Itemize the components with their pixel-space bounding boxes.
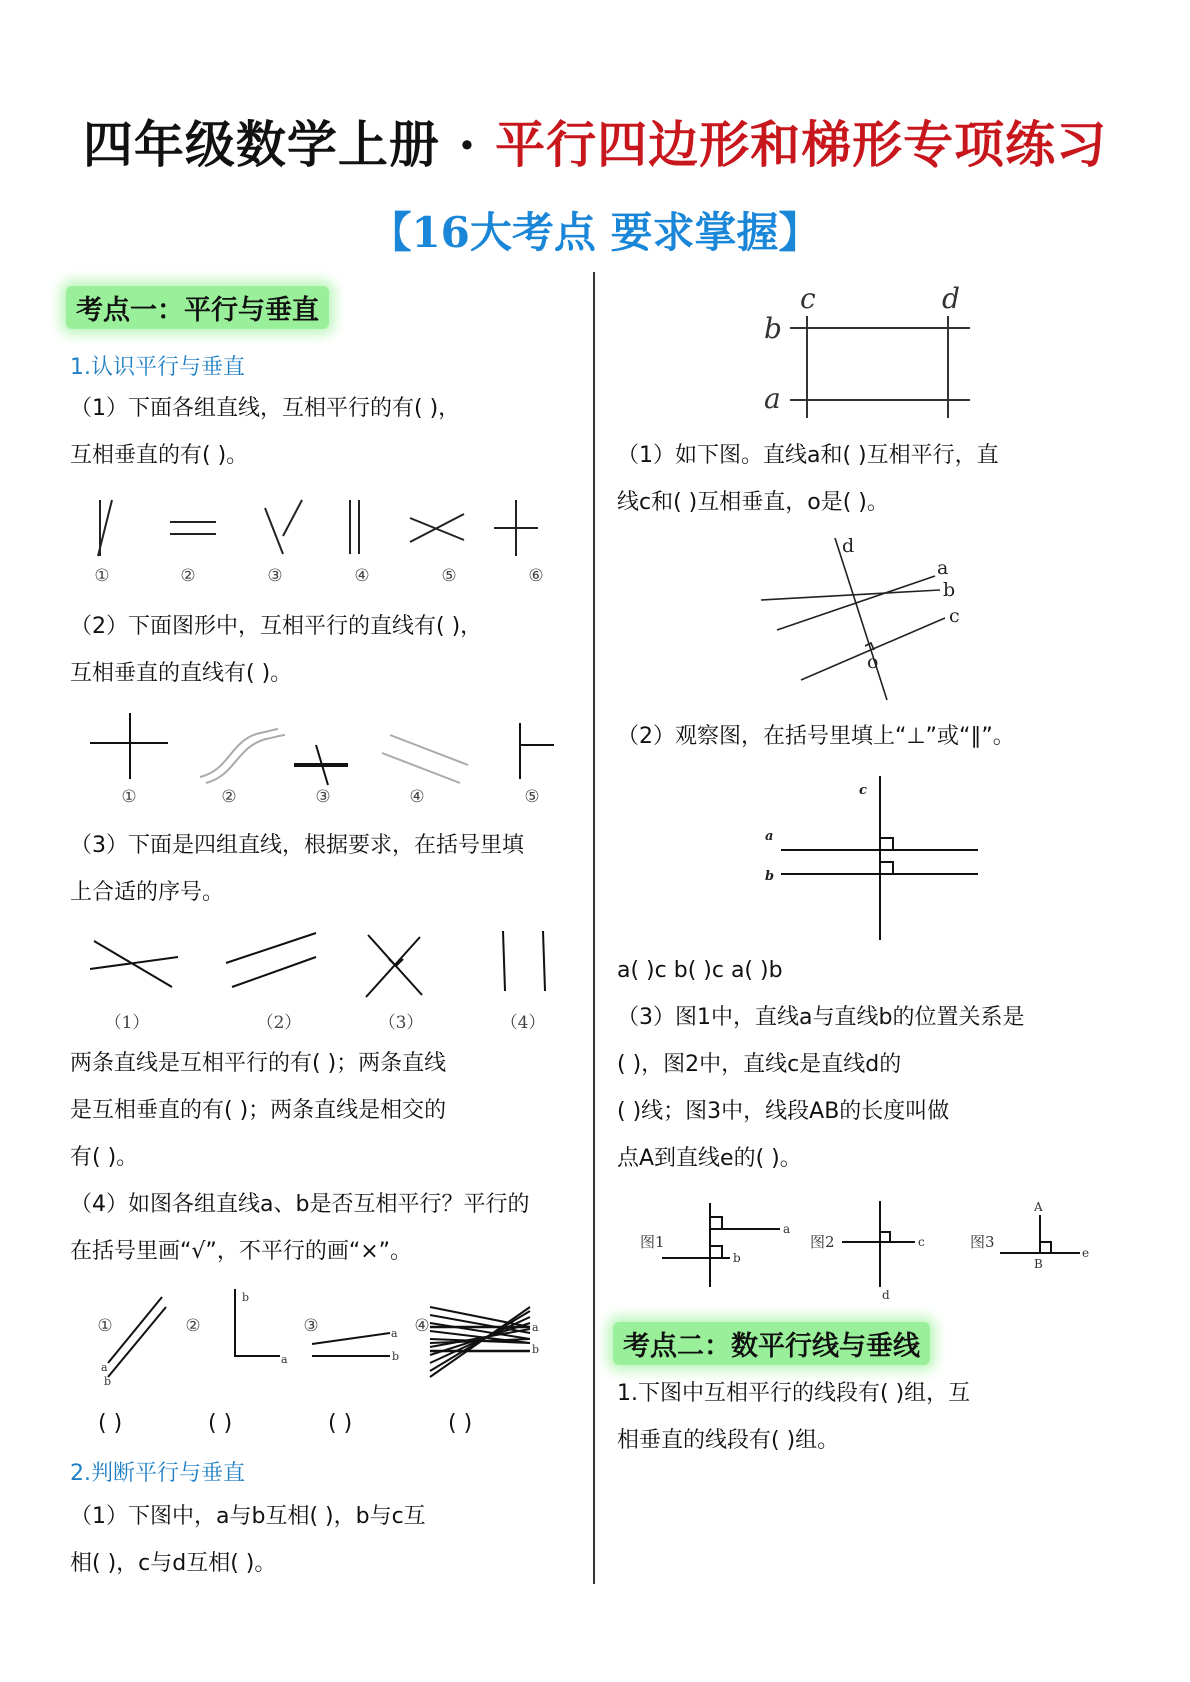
fig1-right-angle-b bbox=[710, 1246, 722, 1258]
page-subtitle: 【16大考点 要求掌握】 bbox=[369, 208, 821, 257]
q4-letter-b: b bbox=[392, 1350, 400, 1363]
fig1-letter-a: a bbox=[783, 1222, 791, 1236]
subheading-1: 1.认识平行与垂直 bbox=[70, 355, 245, 380]
cross-letter-c: c bbox=[949, 605, 960, 627]
q3-line2: 上合适的序号。 bbox=[70, 880, 225, 905]
q4-letter-b: b bbox=[104, 1375, 112, 1388]
r1-line2: 线c和( )互相垂直，o是( )。 bbox=[617, 490, 889, 515]
crossing-lines-diagram bbox=[755, 530, 995, 710]
perp-letter-c: c bbox=[859, 783, 867, 798]
fig3-right-angle bbox=[1040, 1242, 1051, 1253]
q4-letters bbox=[80, 1285, 560, 1395]
j1-line1: （1）下图中，a与b互相( )，b与c互 bbox=[70, 1504, 426, 1529]
q4-bracket: ( ) bbox=[208, 1411, 233, 1436]
q4-num: ② bbox=[185, 1316, 201, 1336]
q3-label: （4） bbox=[500, 1013, 546, 1033]
figures-1-2-3 bbox=[630, 1195, 1110, 1305]
q1-label: ③ bbox=[267, 566, 283, 586]
q4-num: ④ bbox=[414, 1316, 430, 1336]
q3-fig2-line-b bbox=[232, 957, 316, 987]
q1-fig5-line-b bbox=[410, 514, 464, 542]
q4-line1: （4）如图各组直线a、b是否互相平行？平行的 bbox=[70, 1192, 530, 1217]
perp-letter-a: a bbox=[765, 829, 774, 844]
cross-letter-a: a bbox=[937, 557, 949, 579]
q1-line1: （1）下面各组直线，互相平行的有( )， bbox=[70, 396, 461, 421]
q1-label: ⑤ bbox=[441, 566, 457, 586]
rect-letter-c: c bbox=[800, 282, 816, 315]
r3-line4: 点A到直线e的( )。 bbox=[617, 1146, 802, 1171]
q4-letter-a: a bbox=[532, 1321, 539, 1334]
q4-bracket: ( ) bbox=[328, 1411, 353, 1436]
r2-line1: （2）观察图，在括号里填上“⊥”或“∥”。 bbox=[617, 724, 1015, 749]
q3-answer-line2: 是互相垂直的有( )；两条直线是相交的 bbox=[70, 1098, 447, 1123]
r3-line1: （3）图1中，直线a与直线b的位置关系是 bbox=[617, 1005, 1025, 1030]
q3-fig4-line-b bbox=[543, 931, 545, 991]
q1-label: ② bbox=[180, 566, 196, 586]
cross-letter-o: o bbox=[867, 651, 879, 673]
line-a bbox=[777, 576, 935, 630]
r1-line1: （1）如下图。直线a和( )互相平行，直 bbox=[617, 443, 999, 468]
q1-label: ① bbox=[94, 566, 110, 586]
q4-letter-b: b bbox=[532, 1343, 540, 1356]
fig3-letter-a: A bbox=[1034, 1200, 1043, 1214]
q4-num: ③ bbox=[303, 1316, 319, 1336]
rectangle-lines-diagram bbox=[740, 278, 990, 438]
q3-answer-line1: 两条直线是互相平行的有( )；两条直线 bbox=[70, 1051, 447, 1076]
q1-line2: 互相垂直的有( )。 bbox=[70, 443, 249, 468]
subheading-2: 2.判断平行与垂直 bbox=[70, 1461, 245, 1486]
q4-num: ① bbox=[97, 1316, 113, 1336]
q4-line2: 在括号里画“√”，不平行的画“×”。 bbox=[70, 1239, 413, 1264]
q2-label: ④ bbox=[409, 787, 425, 807]
cross-letter-d: d bbox=[842, 535, 855, 557]
q1-label: ⑥ bbox=[528, 566, 544, 586]
q2-label: ② bbox=[221, 787, 237, 807]
cross-letter-b: b bbox=[943, 579, 956, 601]
page-title: 四年级数学上册 · 平行四边形和梯形专项练习 bbox=[82, 115, 1108, 174]
q4-bracket: ( ) bbox=[98, 1411, 123, 1436]
q3-label: （1） bbox=[104, 1013, 150, 1033]
perp-letter-b: b bbox=[765, 869, 775, 884]
r2-answers: a( )c b( )c a( )b bbox=[617, 958, 783, 983]
r3-line2: ( )，图2中，直线c是直线d的 bbox=[617, 1052, 902, 1077]
q3-fig3-line-b bbox=[366, 937, 420, 997]
right-angle-mark-b bbox=[880, 862, 893, 874]
perpendicular-diagram bbox=[755, 770, 995, 950]
k2-line2: 相垂直的线段有( )组。 bbox=[617, 1428, 840, 1453]
line-b bbox=[761, 590, 940, 600]
q2-line2: 互相垂直的直线有( )。 bbox=[70, 661, 293, 686]
line-d bbox=[835, 538, 887, 700]
kaodian-1-heading: 考点一：平行与垂直 bbox=[66, 286, 329, 329]
fig2-letter-d: d bbox=[882, 1288, 890, 1302]
fig-label-3: 图3 bbox=[970, 1233, 995, 1251]
q3-answer-line3: 有( )。 bbox=[70, 1145, 139, 1170]
q1-label: ④ bbox=[354, 566, 370, 586]
q4-bracket: ( ) bbox=[448, 1411, 473, 1436]
k2-line1: 1.下图中互相平行的线段有( )组，互 bbox=[617, 1381, 971, 1406]
fig-label-1: 图1 bbox=[640, 1233, 665, 1251]
r3-line3: ( )线；图3中，线段AB的长度叫做 bbox=[617, 1099, 950, 1124]
fig3-letter-b: B bbox=[1034, 1257, 1043, 1271]
q2-figures bbox=[80, 705, 580, 795]
q1-fig3-line-b bbox=[283, 500, 302, 536]
fig3-letter-e: e bbox=[1082, 1246, 1090, 1260]
q2-fig2-curve-a bbox=[200, 729, 278, 777]
fig2-right-angle bbox=[880, 1232, 890, 1242]
q3-label: （2） bbox=[256, 1013, 302, 1033]
q2-label: ⑤ bbox=[524, 787, 540, 807]
q3-fig2-line-a bbox=[226, 933, 316, 963]
q3-fig1-line-b bbox=[90, 957, 178, 969]
q1-fig3-line-a bbox=[265, 508, 283, 554]
rect-letter-d: d bbox=[942, 282, 960, 315]
rect-letter-a: a bbox=[764, 382, 781, 415]
q4-letter-a: a bbox=[391, 1327, 398, 1340]
fig1-right-angle-a bbox=[710, 1217, 722, 1229]
q3-figures bbox=[80, 925, 580, 1005]
q2-label: ① bbox=[121, 787, 137, 807]
kaodian-2-heading: 考点二：数平行线与垂线 bbox=[613, 1322, 930, 1365]
q4-letter-b: b bbox=[242, 1291, 250, 1304]
q4-letter-a: a bbox=[101, 1361, 108, 1374]
q2-line1: （2）下面图形中，互相平行的直线有( )， bbox=[70, 614, 483, 639]
q3-fig4-line-a bbox=[503, 931, 505, 991]
fig2-letter-c: c bbox=[918, 1235, 925, 1249]
column-divider bbox=[593, 272, 595, 1584]
fig1-letter-b: b bbox=[733, 1251, 741, 1265]
rect-letter-b: b bbox=[764, 312, 782, 345]
q2-label: ③ bbox=[315, 787, 331, 807]
q1-figures bbox=[80, 488, 580, 588]
j1-line2: 相( )，c与d互相( )。 bbox=[70, 1551, 277, 1576]
q2-fig2-curve-b bbox=[206, 735, 285, 783]
q4-letter-a: a bbox=[281, 1353, 288, 1366]
fig-label-2: 图2 bbox=[810, 1233, 835, 1251]
right-angle-mark-a bbox=[880, 838, 893, 850]
q3-line1: （3）下面是四组直线，根据要求，在括号里填 bbox=[70, 833, 524, 858]
q3-label: （3） bbox=[378, 1013, 424, 1033]
